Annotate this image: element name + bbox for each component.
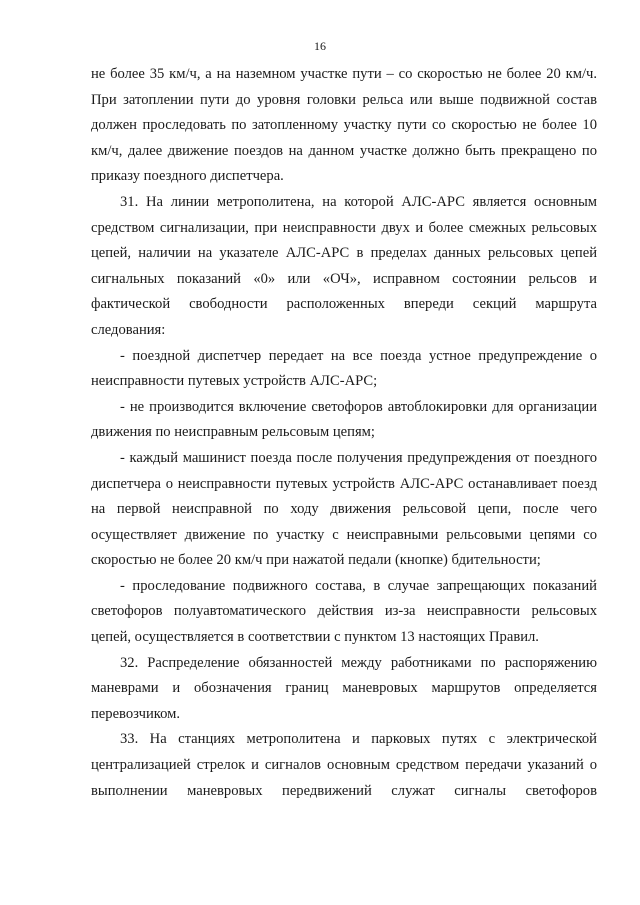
- paragraph-item-33: 33. На станциях метрополитена и парковых путях с электрической централизацией стрелок и сигналов основным средством передачи указаний о выполнении маневровых передвижений служат сигналы светофоров: [91, 731, 597, 799]
- page-number: 16: [314, 39, 326, 53]
- document-body: [91, 62, 597, 804]
- paragraph-item-31: 31. На линии метрополитена, на которой АЛС-АРС является основным средством сигнализации, при неисправности двух и более смежных рельсовых цепей, наличии на указателе АЛС-АРС в пределах данных рельсовых цепей сигнальных показаний «0» или «ОЧ», исправном состоянии рельсов и фактической свободности расположенных впереди секций маршрута следования:: [91, 193, 597, 338]
- list-item-semi-automatic-signals: - проследование подвижного состава, в случае запрещающих показаний светофоров полуавтоматического действия из-за неисправности рельсовых цепей, осуществляется в соответствии с пунктом 13 настоящих Правил.: [91, 577, 597, 646]
- paragraph-item-32: 32. Распределение обязанностей между работниками по распоряжению маневрами и обозначения границ маневровых маршрутов определяется перевозчиком.: [91, 654, 597, 722]
- list-item-dispatcher-warning: - поездной диспетчер передает на все поезда устное предупреждение о неисправности путевых устройств АЛС-АРС;: [91, 347, 597, 390]
- list-item-driver-procedure: - каждый машинист поезда после получения предупреждения от поездного диспетчера о неисправности путевых устройств АЛС-АРС останавливает поезд на первой неисправной по ходу движения рельсовой цепи, после чего осуществляет движение по участку с неисправными рельсовыми цепями со скоростью не более 20 км/ч при нажатой педали (кнопке) бдительности;: [91, 449, 597, 569]
- paragraph-continuation: не более 35 км/ч, а на наземном участке пути – со скоростью не более 20 км/ч. При затоплении пути до уровня головки рельса или выше подвижной состав должен проследовать по затопленному участку пути со скоростью не более 10 км/ч, далее движение поездов на данном участке должно быть прекращено по приказу поездного диспетчера.: [91, 66, 597, 185]
- list-item-no-signals: - не производится включение светофоров автоблокировки для организации движения по неисправным рельсовым цепям;: [91, 398, 597, 441]
